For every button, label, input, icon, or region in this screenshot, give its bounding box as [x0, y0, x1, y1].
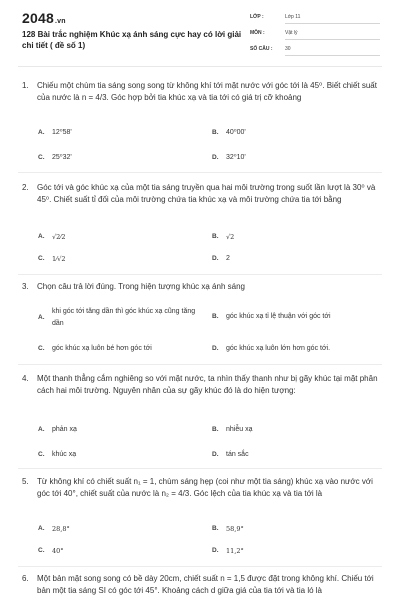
- option-c[interactable]: C. 1⁄√2: [38, 255, 66, 263]
- option-a[interactable]: A. √2⁄2: [38, 233, 66, 241]
- option-a[interactable]: A. khi góc tới tăng dần thì góc khúc xạ cũng tăng dần: [38, 308, 196, 327]
- option-b[interactable]: B. 58,9°: [212, 525, 244, 533]
- question-number: 4.: [22, 374, 29, 383]
- option-d[interactable]: D. tán sắc: [212, 451, 249, 458]
- logo-main: 2048: [22, 10, 54, 26]
- option-c[interactable]: C. 40°: [38, 547, 64, 555]
- meta-count-value: 30: [285, 46, 291, 52]
- page-title: 128 Bài trắc nghiệm Khúc xạ ánh sáng cực hay có lời giải chi tiết ( đề số 1): [22, 30, 242, 50]
- meta-class-value: Lớp 11: [285, 14, 301, 20]
- question-6: [22, 573, 378, 596]
- document-header: [0, 0, 400, 64]
- question-text: Từ không khí có chiết suất n₁ = 1, chùm sáng hẹp (coi như một tia sáng) khúc xạ vào nước với góc tới 40°, chiết suất của nước là n₂ = 4/3. Góc lệch của tia khúc xạ và tia tới là: [37, 477, 373, 498]
- meta-subject-value: Vật lý: [285, 30, 298, 36]
- question-text: Góc tới và góc khúc xạ của một tia sáng truyền qua hai môi trường trong suốt lần lượt là 30⁰ và 45⁰. Chiết suất tỉ đối của môi trường chứa tia khúc xạ và môi trường chứa tia tới bằng: [37, 183, 376, 204]
- question-text: Chọn câu trả lời đúng. Trong hiện tượng khúc xạ ánh sáng: [37, 282, 245, 291]
- option-c[interactable]: C. góc khúc xạ luôn bé hơn góc tới: [38, 345, 152, 352]
- question-text: Một bản mặt song song có bề dày 20cm, chiết suất n = 1,5 được đặt trong không khí. Chiếu tới bản một tia sáng SI có góc tới 45°. Khoảng cách d giữa giá của tia tới và tia ló là: [37, 574, 374, 595]
- question-number: 1.: [22, 81, 29, 90]
- option-a[interactable]: A. 28,8°: [38, 525, 70, 533]
- question-divider: [18, 364, 382, 365]
- question-divider: [18, 468, 382, 469]
- question-number: 3.: [22, 282, 29, 291]
- logo-suffix: .vn: [54, 18, 66, 25]
- meta-subject-key: MÔN :: [250, 30, 265, 36]
- option-d[interactable]: D. 32⁰10': [212, 154, 246, 161]
- option-c[interactable]: C. khúc xạ: [38, 451, 77, 458]
- meta-count-key: SỐ CÂU :: [250, 46, 273, 52]
- question-5: [22, 476, 378, 499]
- question-divider: [18, 274, 382, 275]
- header-divider: [18, 66, 382, 67]
- question-number: 2.: [22, 183, 29, 192]
- meta-subject: [250, 28, 380, 40]
- site-logo[interactable]: [22, 10, 66, 26]
- option-d[interactable]: D. 2: [212, 255, 230, 262]
- question-2: [22, 182, 378, 205]
- question-divider: [18, 566, 382, 567]
- option-a[interactable]: A. phản xạ: [38, 426, 77, 433]
- question-text: Chiếu một chùm tia sáng song song từ không khí tới mặt nước với góc tới là 45⁰. Biết chiết suất của nước là n = 4/3. Góc hợp bởi tia khúc xạ và tia tới có giá trị cỡ khoảng: [37, 81, 377, 102]
- option-b[interactable]: B. 40⁰00': [212, 129, 246, 136]
- meta-count: [250, 44, 380, 56]
- option-a[interactable]: A. 12⁰58': [38, 129, 72, 136]
- option-d[interactable]: D. góc khúc xạ luôn lớn hơn góc tới.: [212, 345, 331, 352]
- question-number: 5.: [22, 477, 29, 486]
- question-divider: [18, 172, 382, 173]
- meta-class: [250, 12, 380, 24]
- question-1: [22, 80, 378, 103]
- question-text: Một thanh thẳng cắm nghiêng so với mặt nước, ta nhìn thấy thanh như bị gãy khúc tại mặt phân cách hai môi trường. Nguyên nhân của sự gãy khúc đó là do hiện tượng:: [37, 374, 378, 395]
- question-4: [22, 373, 378, 396]
- option-d[interactable]: D. 11,2°: [212, 547, 244, 555]
- option-b[interactable]: B. √2: [212, 233, 235, 241]
- option-b[interactable]: B. nhiễu xạ: [212, 426, 253, 433]
- question-3: [22, 281, 378, 293]
- option-c[interactable]: C. 25⁰32': [38, 154, 72, 161]
- meta-class-key: LỚP :: [250, 14, 264, 20]
- question-number: 6.: [22, 574, 29, 583]
- option-b[interactable]: B. góc khúc xạ tỉ lệ thuận với góc tới: [212, 313, 331, 320]
